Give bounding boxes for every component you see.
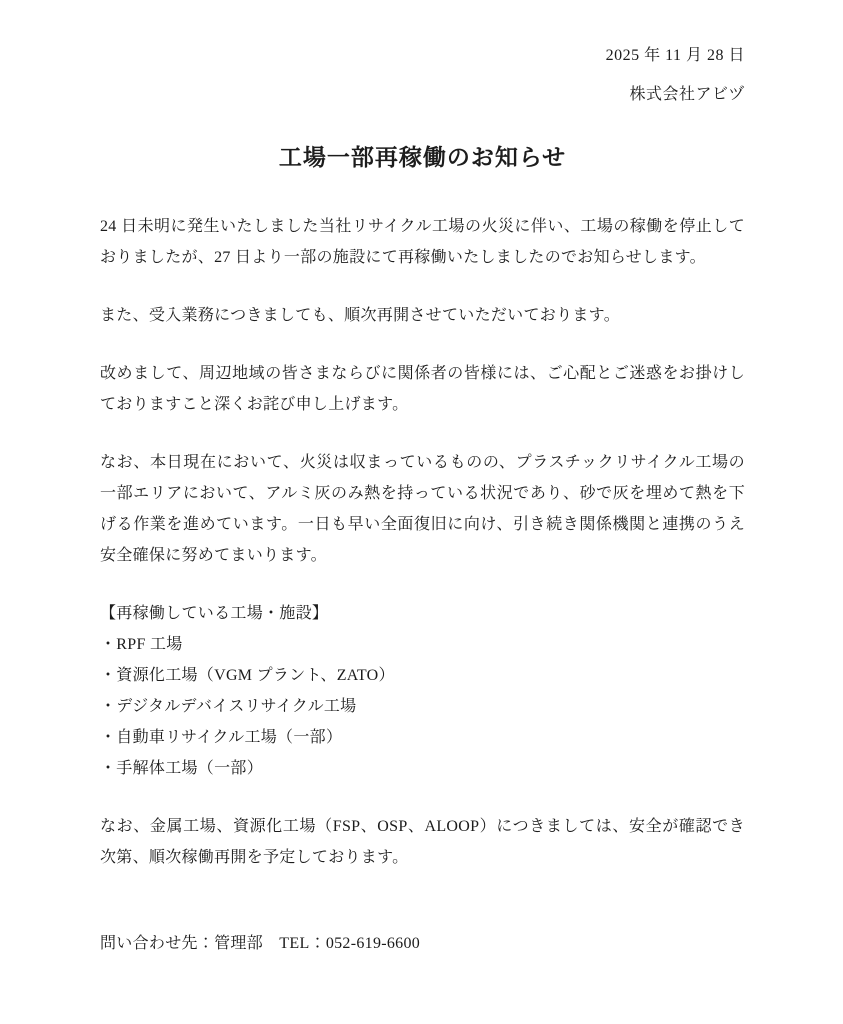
facility-list-heading: 【再稼働している工場・施設】 [100, 605, 329, 622]
facility-list-item: ・デジタルデバイスリサイクル工場 [100, 698, 357, 715]
document-meta [100, 36, 745, 114]
paragraph-intake-resumed: また、受入業務につきましても、順次再開させていただいております。 [100, 307, 621, 324]
facility-list-item: ・手解体工場（一部） [100, 760, 264, 777]
paragraph-pending-facilities: なお、金属工場、資源化工場（FSP、OSP、ALOOP）につきましては、安全が確認でき次第、順次稼働再開を予定しております。 [100, 818, 745, 866]
facility-list [100, 598, 745, 784]
paragraph-current-status: なお、本日現在において、火災は収まっているものの、プラスチックリサイクル工場の一部エリアにおいて、アルミ灰のみ熱を持っている状況であり、砂で灰を埋めて熱を下げる作業を進めています。一日も早い全面復旧に向け、引き続き関係機関と連携のうえ安全確保に努めてまいります。 [100, 454, 745, 564]
facility-list-item: ・自動車リサイクル工場（一部） [100, 729, 343, 746]
company-name: 株式会社アビヅ [629, 86, 745, 103]
document-title: 工場一部再稼働のお知らせ [278, 145, 567, 170]
facility-list-item: ・RPF 工場 [100, 636, 183, 653]
contact-info: 問い合わせ先：管理部 TEL：052-619-6600 [100, 935, 421, 952]
paragraph-incident: 24 日未明に発生いたしました当社リサイクル工場の火災に伴い、工場の稼働を停止しておりましたが、27 日より一部の施設にて再稼働いたしましたのでお知らせします。 [100, 218, 745, 266]
document-date: 2025 年 11 月 28 日 [605, 47, 745, 64]
facility-list-item: ・資源化工場（VGM プラント、ZATO） [100, 667, 395, 684]
paragraph-apology: 改めまして、周辺地域の皆さまならびに関係者の皆様には、ご心配とご迷惑をお掛けしておりますこと深くお詫び申し上げます。 [100, 365, 745, 413]
